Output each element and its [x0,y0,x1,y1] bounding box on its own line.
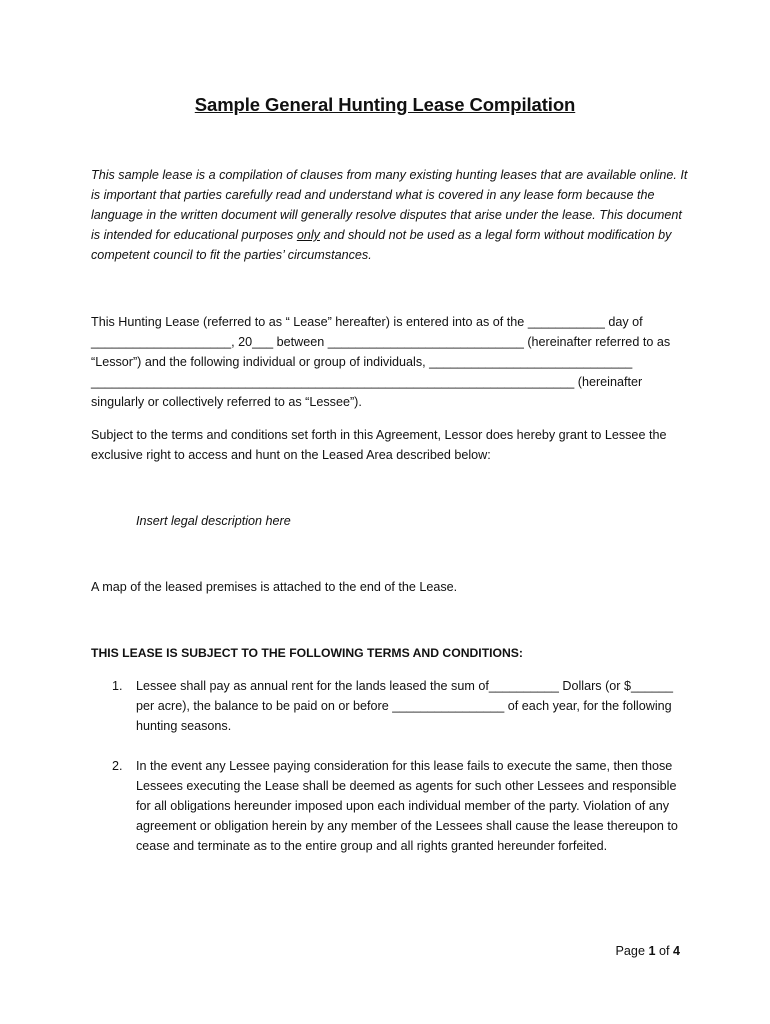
legal-description-placeholder: Insert legal description here [136,514,291,528]
lease-line-5: singularly or collectively referred to as “Lessee”). [91,395,362,409]
lease-line-3: “Lessor”) and the following individual or group of individuals, _____________________________ [91,355,633,369]
intro-paragraph [91,165,691,265]
intro-text-part-2: and should not be used as a legal form without modification by competent council to fit the parties’ circumstances. [91,228,672,262]
intro-text-part-1: This sample lease is a compilation of clauses from many existing hunting leases that are available online. It is important that parties carefully read and understand what is covered in any lease form because the language in the written document will generally resolve disputes that arise under the lease. This document is intended for educational purposes [91,168,688,242]
page-number-footer [616,941,680,961]
term-item-1 [91,676,691,736]
of-label: of [658,944,670,958]
lease-parties-paragraph [91,312,691,412]
lease-line-2: ____________________, 20___ between ____________________________ (hereinafter referred to as [91,335,671,349]
document-title: Sample General Hunting Lease Compilation [194,94,576,115]
lease-line-4: _____________________________________________________________________ (hereinafter [91,375,643,389]
term-number: 1. [112,679,123,693]
page-label: Page [615,944,645,958]
current-page-number: 1 [648,944,656,958]
terms-heading: THIS LEASE IS SUBJECT TO THE FOLLOWING TERMS AND CONDITIONS: [91,646,523,660]
term-item-2 [91,756,691,856]
intro-underlined-word: only [296,228,320,242]
map-paragraph: A map of the leased premises is attached to the end of the Lease. [91,580,458,594]
total-pages-number: 4 [672,944,680,958]
term-text: Lessee shall pay as annual rent for the lands leased the sum of__________ Dollars (or $______ per acre), the balance to be paid on or before ________________ of each year, for the following hunting seasons. [136,679,673,733]
term-text: In the event any Lessee paying consideration for this lease fails to execute the same, then those Lessees executing the Lease shall be deemed as agents for such other Lessees and responsible for all obligations hereunder imposed upon each individual member of the party. Violation of any agreement or obligation herein by any member of the Lessees shall cause the lease thereupon to cease and terminate as to the entire group and all rights granted hereunder forfeited. [136,759,678,853]
lease-line-1: This Hunting Lease (referred to as “ Lease” hereafter) is entered into as of the ___________ day of [91,315,643,329]
grant-paragraph: Subject to the terms and conditions set forth in this Agreement, Lessor does hereby grant to Lessee the exclusive right to access and hunt on the Leased Area described below: [91,428,667,462]
term-number: 2. [112,759,123,773]
